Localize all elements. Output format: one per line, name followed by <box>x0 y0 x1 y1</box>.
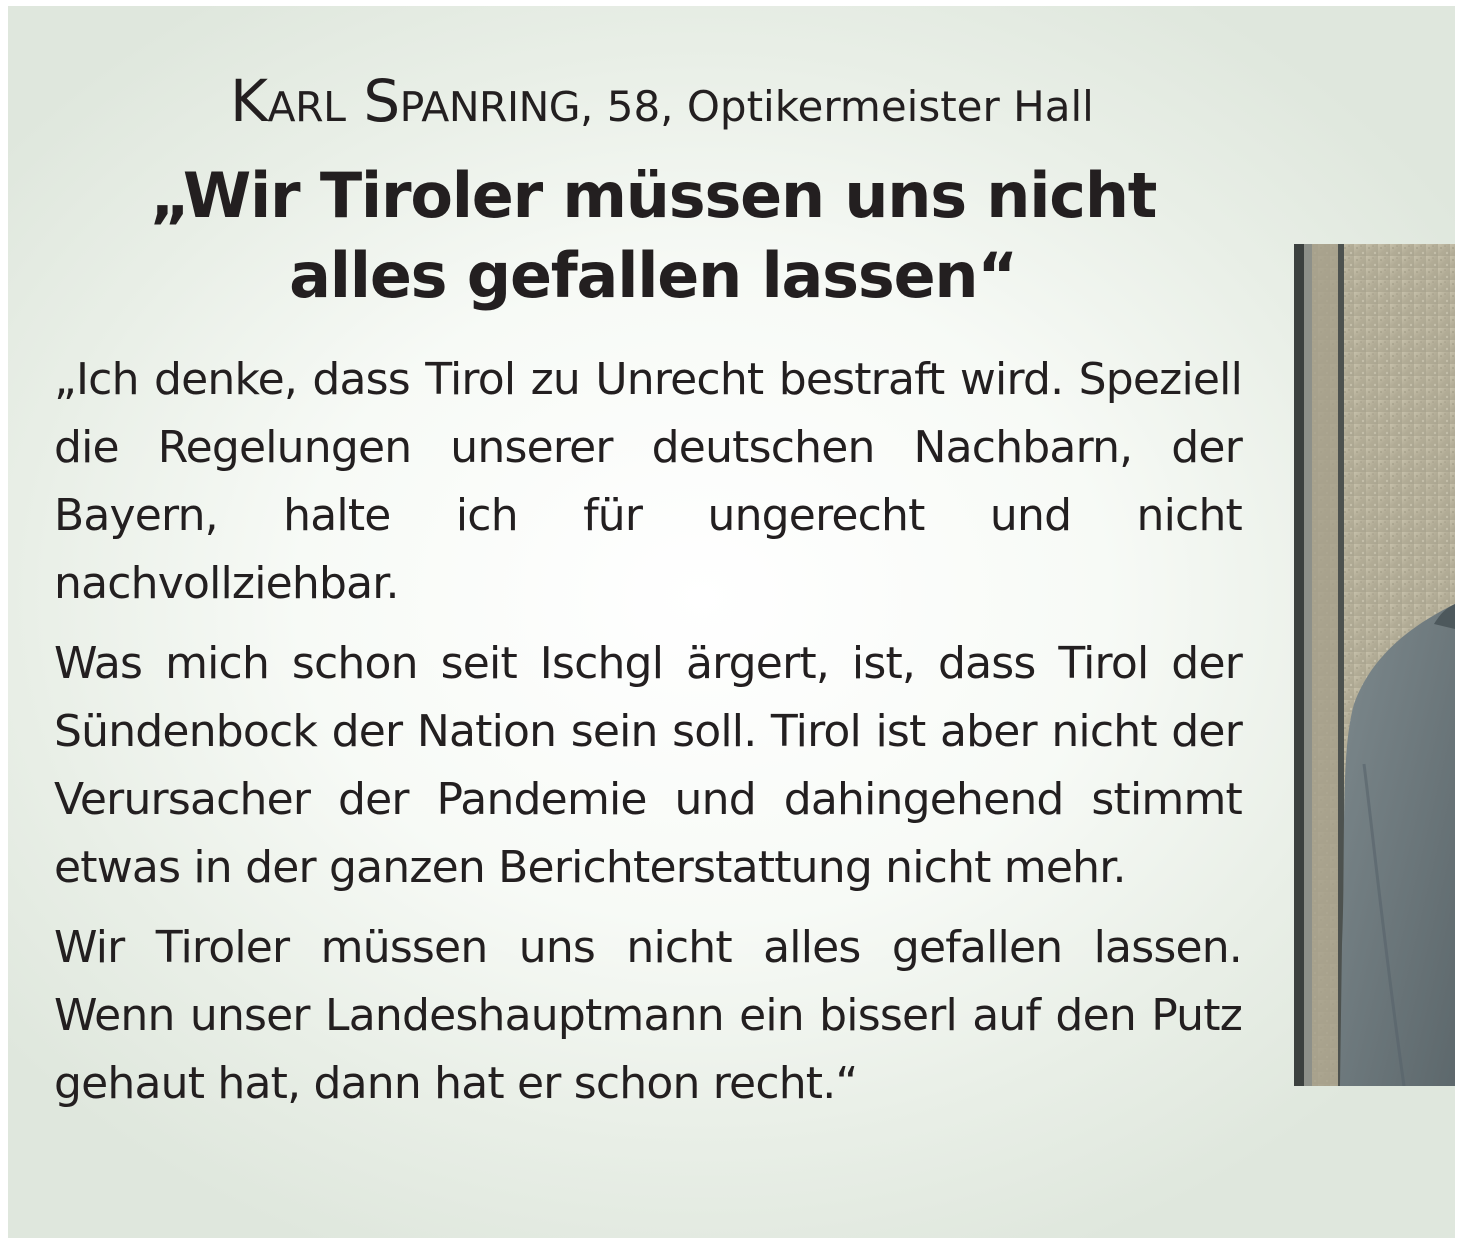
byline <box>230 67 1330 135</box>
paragraph-3: Wir Tiroler müssen uns nicht alles gefallen lassen. Wenn unser Landeshauptmann ein bisserl auf den Putz gehaut hat, dann hat er schon recht.“ <box>54 922 1242 1109</box>
paragraph-2: Was mich schon seit Ischgl ärgert, ist, dass Tirol der Sündenbock der Nation sein soll. Tirol ist aber nicht der Verursacher der Pandemie und dahingehend stimmt etwas in der ganzen Berichterstattung nicht mehr. <box>54 638 1242 893</box>
person-details: , 58, Optikermeister Hall <box>580 82 1094 131</box>
window-frame-edge <box>1304 244 1312 1086</box>
window-frame-left <box>1294 244 1304 1086</box>
portrait-photo <box>1294 244 1455 1086</box>
paragraph-1: „Ich denke, dass Tirol zu Unrecht bestraft wird. Speziell die Regelungen unserer deutschen Nachbarn, der Bayern, halte ich für ungerecht und nicht nachvollziehbar. <box>54 354 1242 609</box>
window-pane <box>1312 244 1340 1086</box>
headline-line-2: alles gefallen lassen“ <box>289 239 1017 312</box>
person-name: Karl Spanring <box>230 67 581 135</box>
article-body <box>54 346 1242 1130</box>
headline <box>48 156 1258 316</box>
newspaper-clipping <box>8 6 1455 1238</box>
headline-line-1: „Wir Tiroler müssen uns nicht <box>149 159 1157 232</box>
